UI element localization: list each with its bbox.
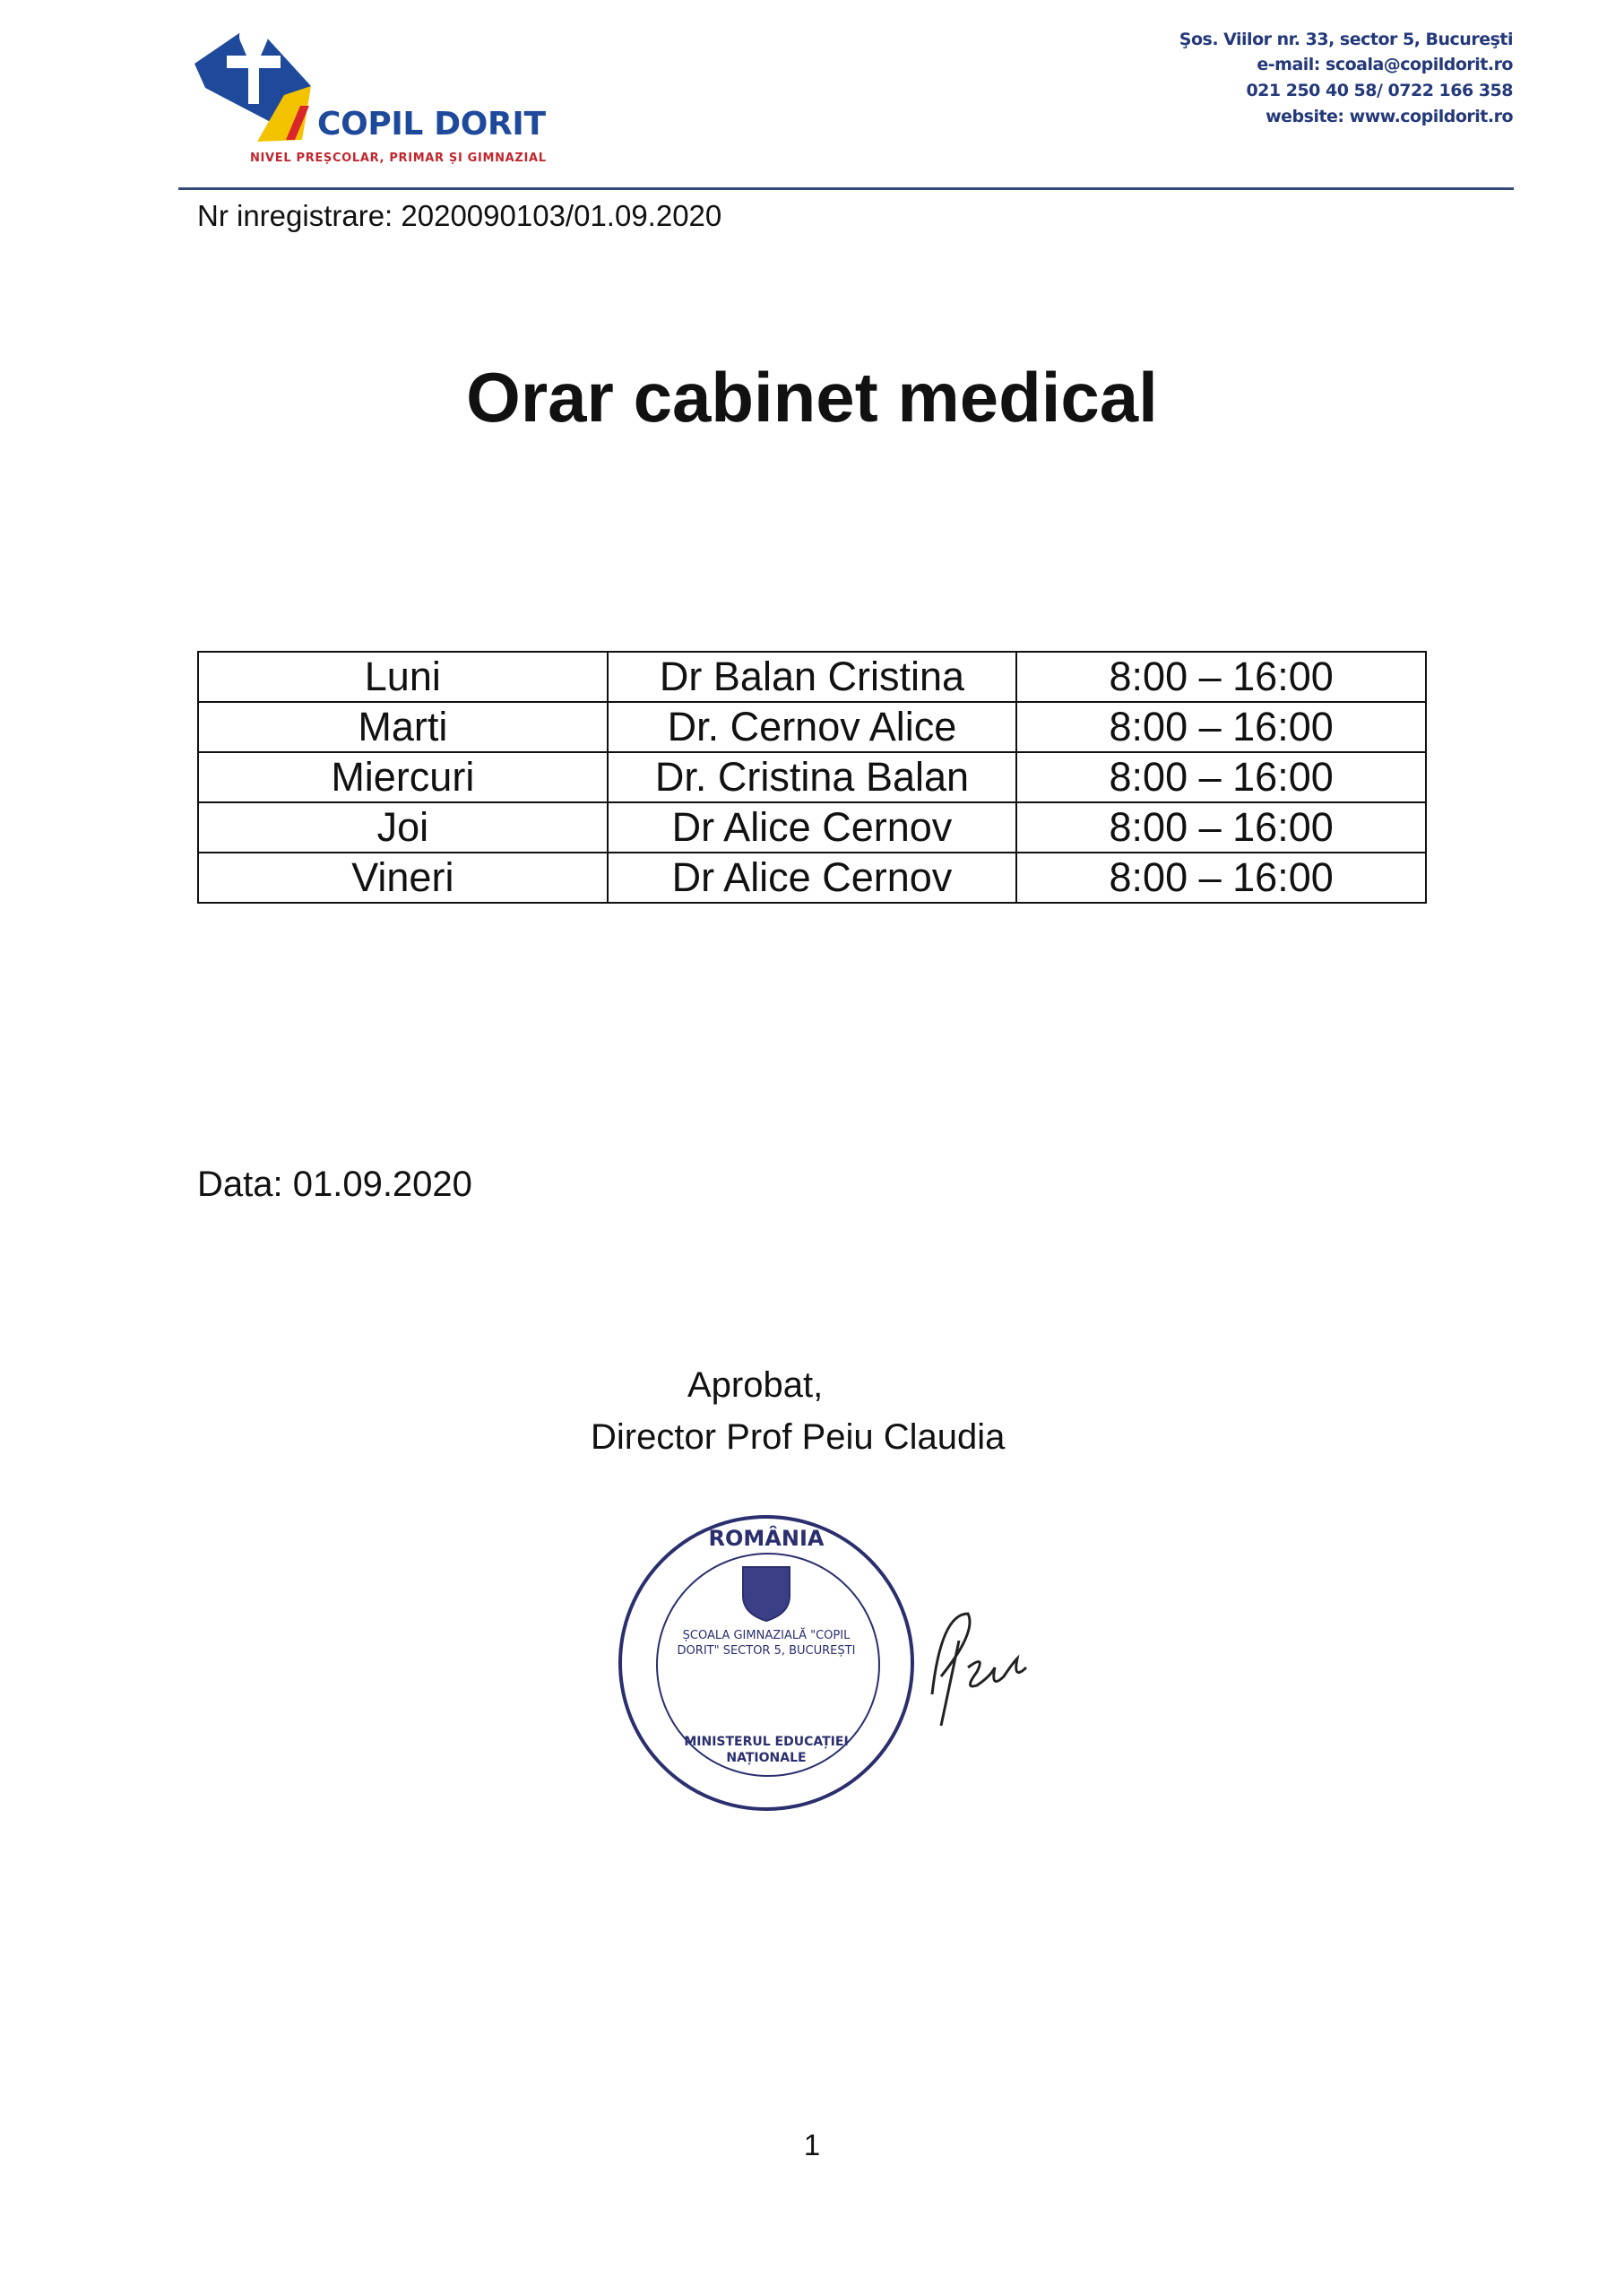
cell-hours: 8:00 – 16:00 <box>1016 752 1426 802</box>
approval-label: Aprobat, <box>687 1365 824 1405</box>
schedule-table <box>197 651 1427 904</box>
cell-hours: 8:00 – 16:00 <box>1016 702 1426 752</box>
table-row <box>198 853 1426 903</box>
table-row <box>198 752 1426 802</box>
coat-of-arms-icon <box>741 1565 791 1623</box>
official-stamp <box>618 1515 914 1811</box>
signature <box>923 1605 1049 1730</box>
website: website: www.copildorit.ro <box>1266 107 1513 126</box>
cell-hours: 8:00 – 16:00 <box>1016 652 1426 702</box>
stamp-bottom-text: MINISTERUL EDUCAȚIEI NAȚIONALE <box>684 1735 849 1765</box>
stamp-top-text: ROMÂNIA <box>708 1526 825 1551</box>
header-divider <box>178 187 1514 190</box>
email: e-mail: scoala@copildorit.ro <box>1257 55 1513 74</box>
phone: 021 250 40 58/ 0722 166 358 <box>1246 81 1513 100</box>
cell-doctor: Dr Alice Cernov <box>608 802 1017 853</box>
cell-hours: 8:00 – 16:00 <box>1016 802 1426 853</box>
cell-day: Marti <box>198 702 608 752</box>
document-date: Data: 01.09.2020 <box>197 1165 472 1204</box>
logo-tagline: NIVEL PREȘCOLAR, PRIMAR ȘI GIMNAZIAL <box>250 152 546 165</box>
cell-day: Joi <box>198 802 608 853</box>
table-row <box>198 652 1426 702</box>
table-row <box>198 802 1426 853</box>
cell-hours: 8:00 – 16:00 <box>1016 853 1426 903</box>
stamp-inner-text: ȘCOALA GIMNAZIALĂ "COPIL DORIT" SECTOR 5, BUCUREȘTI <box>677 1629 856 1658</box>
page-number: 1 <box>803 2128 821 2161</box>
registration-number: Nr inregistrare: 2020090103/01.09.2020 <box>197 199 722 232</box>
school-logo <box>194 23 553 167</box>
cell-day: Luni <box>198 652 608 702</box>
address: Şos. Viilor nr. 33, sector 5, Bucureşti <box>1179 30 1513 49</box>
page-title: Orar cabinet medical <box>466 358 1158 437</box>
cell-day: Miercuri <box>198 752 608 802</box>
cell-doctor: Dr. Cernov Alice <box>608 702 1017 752</box>
cell-doctor: Dr Balan Cristina <box>608 652 1017 702</box>
cell-day: Vineri <box>198 853 608 903</box>
table-row <box>198 702 1426 752</box>
logo-name: COPIL DORIT <box>317 106 546 143</box>
cell-doctor: Dr Alice Cernov <box>608 853 1017 903</box>
cell-doctor: Dr. Cristina Balan <box>608 752 1017 802</box>
signatory-name: Director Prof Peiu Claudia <box>591 1417 1006 1457</box>
